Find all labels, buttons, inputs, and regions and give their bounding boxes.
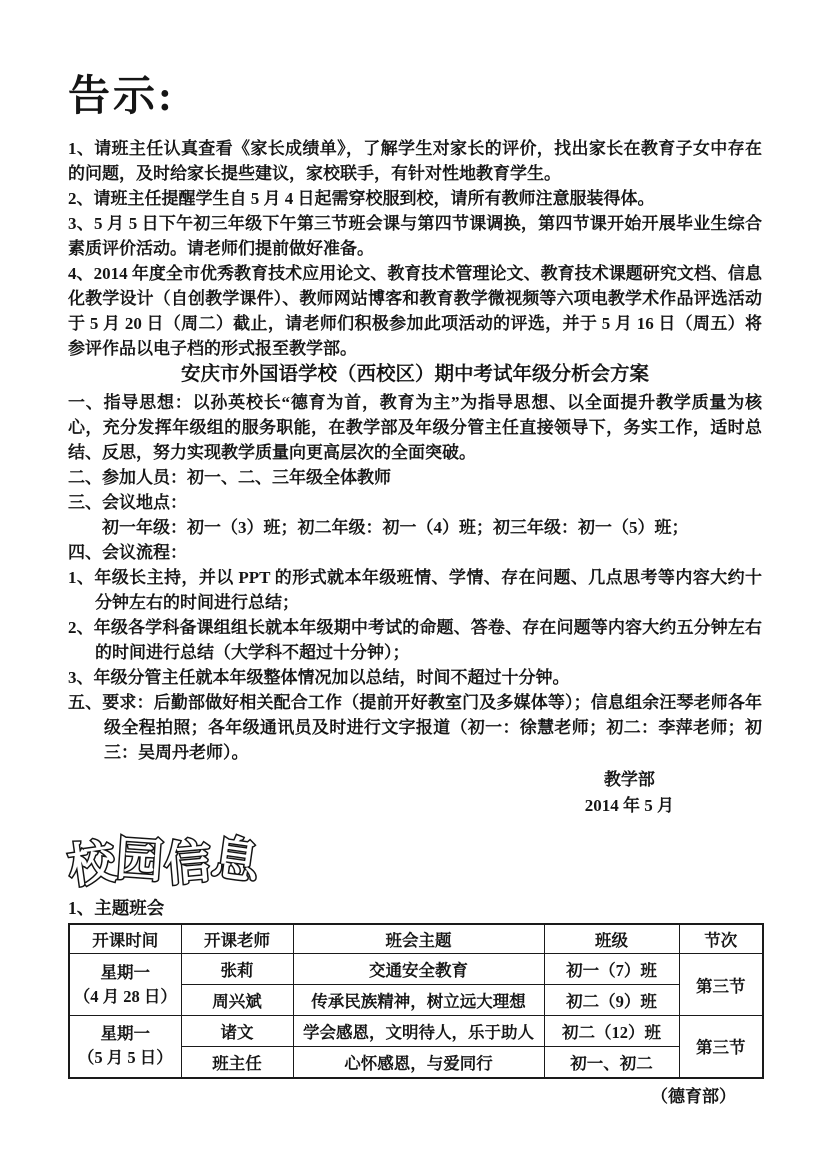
teacher-cell: 张莉 <box>181 954 293 985</box>
header-class: 班级 <box>544 924 679 954</box>
teacher-cell: 周兴斌 <box>181 985 293 1016</box>
time-cell-group-1 <box>69 954 181 1016</box>
art-char-1: 校 <box>64 833 119 893</box>
plan-title: 安庆市外国语学校（西校区）期中考试年级分析会方案 <box>180 364 649 385</box>
class-cell: 初二（9）班 <box>544 985 679 1016</box>
table-header-row <box>69 924 763 954</box>
class-meeting-schedule-table <box>68 923 764 1079</box>
plan-section-location-detail: 初一年级：初一（3）班；初二年级：初一（4）班；初三年级：初一（5）班； <box>102 518 689 537</box>
header-teacher: 开课老师 <box>181 924 293 954</box>
class-cell: 初一（7）班 <box>544 954 679 985</box>
notice-paragraph-3: 3、5 月 5 日下午初三年级下午第三节班会课与第四节课调换，第四节课开始开展毕业生综合素质评价活动。请老师们提前做好准备。 <box>68 214 762 258</box>
plan-section-location-label: 三、会议地点： <box>68 493 187 512</box>
signature-date: 2014 年 5 月 <box>584 796 674 815</box>
class-cell: 初二（12）班 <box>544 1016 679 1047</box>
header-period: 节次 <box>679 924 763 954</box>
table-row <box>69 1016 763 1047</box>
theme-class-meeting-label: 1、主题班会 <box>68 898 165 918</box>
time-weekday: 星期一 <box>100 962 150 982</box>
time-date: （4 月 28 日） <box>73 986 177 1006</box>
time-cell-group-2 <box>69 1016 181 1078</box>
topic-cell: 传承民族精神，树立远大理想 <box>293 985 544 1016</box>
topic-cell: 心怀感恩，与爱同行 <box>293 1047 544 1078</box>
header-time: 开课时间 <box>69 924 181 954</box>
plan-section-participants: 二、参加人员：初一、二、三年级全体教师 <box>68 468 391 487</box>
teacher-cell: 班主任 <box>181 1047 293 1078</box>
agenda-item-1: 1、年级长主持，并以 PPT 的形式就本年级班情、学情、存在问题、几点思考等内容大约十分钟左右的时间进行总结； <box>68 568 762 612</box>
notice-paragraph-1: 1、请班主任认真查看《家长成绩单》，了解学生对家长的评价，找出家长在教育子女中存在的问题，及时给家长提些建议，家校联手，有针对性地教育学生。 <box>68 139 762 183</box>
period-cell-group-2: 第三节 <box>679 1016 763 1078</box>
time-weekday: 星期一 <box>100 1024 150 1044</box>
moral-education-dept-footer: （德育部） <box>651 1086 736 1106</box>
signature-department: 教学部 <box>603 770 655 789</box>
teacher-cell: 诸文 <box>181 1016 293 1047</box>
plan-section-requirements: 五、要求：后勤部做好相关配合工作（提前开好教室门及多媒体等）；信息组余汪琴老师各年级全程拍照；各年级通讯员及时进行文字报道（初一：徐慧老师；初二：李萍老师；初三：吴周丹老师）。 <box>68 693 762 762</box>
agenda-item-2: 2、年级各学科备课组组长就本年级期中考试的命题、答卷、存在问题等内容大约五分钟左右的时间进行总结（大学科不超过十分钟）； <box>68 618 762 662</box>
campus-info-art-title <box>64 829 762 893</box>
signature-block <box>585 767 674 819</box>
header-topic: 班会主题 <box>293 924 544 954</box>
art-char-4: 息 <box>208 829 263 889</box>
notice-paragraph-2: 2、请班主任提醒学生自 5 月 4 日起需穿校服到校，请所有教师注意服装得体。 <box>68 189 655 208</box>
art-char-2: 园 <box>114 830 165 888</box>
class-cell: 初一、初二 <box>544 1047 679 1078</box>
notice-paragraph-4: 4、2014 年度全市优秀教育技术应用论文、教育技术管理论文、教育技术课题研究文档、信息化教学设计（自创教学课件）、教师网站博客和教育教学微视频等六项电教学术作品评选活动于 5 月 20 日（周二）截止，请老师们积极参加此项活动的评选，并于 5 月 16 日（周五）将参评作品以电子档的形式报至教学部。 <box>68 264 762 358</box>
notice-title: 告示: <box>68 74 175 120</box>
topic-cell: 交通安全教育 <box>293 954 544 985</box>
plan-section-guiding-ideology: 一、指导思想：以孙英校长“德育为首，教育为主”为指导思想、以全面提升教学质量为核心，充分发挥年级组的服务职能，在教学部及年级分管主任直接领导下，务实工作，适时总结、反思，努力实现教学质量向更高层次的全面突破。 <box>68 393 762 462</box>
agenda-item-3: 3、年级分管主任就本年级整体情况加以总结，时间不超过十分钟。 <box>68 668 570 687</box>
plan-section-agenda-label: 四、会议流程： <box>68 543 187 562</box>
topic-cell: 学会感恩，文明待人，乐于助人 <box>293 1016 544 1047</box>
table-row <box>69 954 763 985</box>
period-cell-group-1: 第三节 <box>679 954 763 1016</box>
time-date: （5 月 5 日） <box>77 1048 173 1068</box>
art-char-3: 信 <box>161 833 214 891</box>
